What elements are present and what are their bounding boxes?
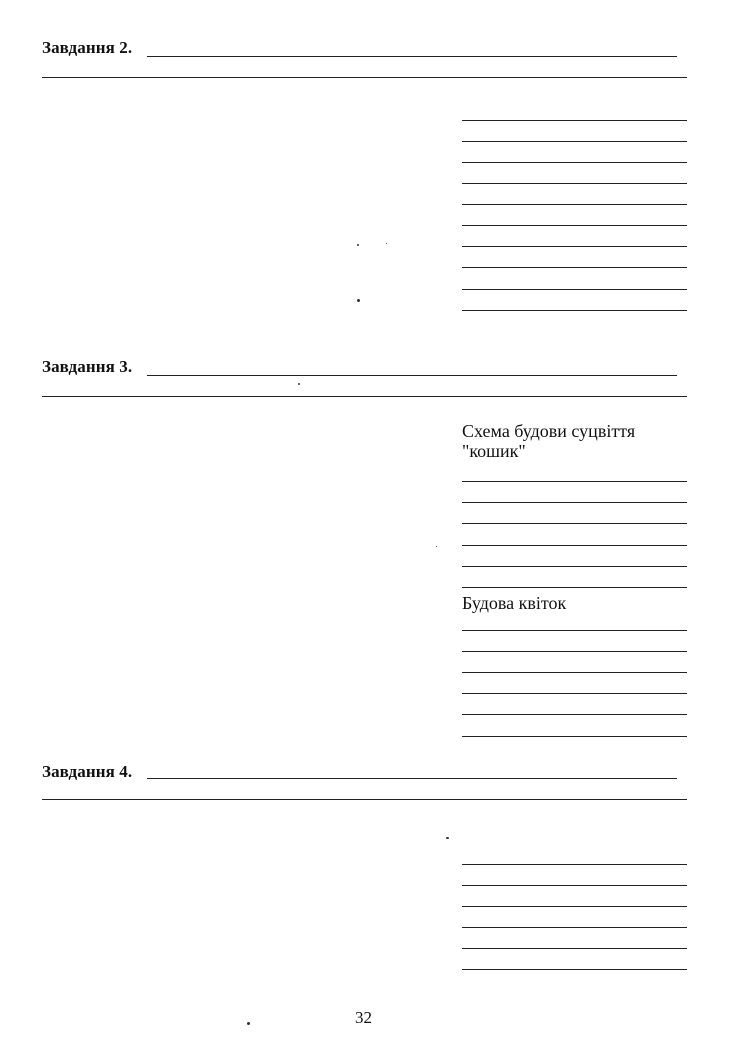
label-line[interactable] bbox=[462, 885, 687, 886]
scan-speck bbox=[247, 1022, 250, 1025]
scan-speck bbox=[436, 546, 437, 547]
label-line[interactable] bbox=[462, 545, 687, 546]
label-line[interactable] bbox=[462, 927, 687, 928]
scan-speck bbox=[357, 299, 360, 302]
scan-speck bbox=[446, 837, 449, 839]
inflorescence-diagram-label: Схема будови суцвіття "кошик" bbox=[462, 421, 636, 461]
task-3-answer-line[interactable] bbox=[147, 375, 677, 376]
scan-speck bbox=[386, 243, 387, 244]
task-3-heading: Завдання 3. bbox=[42, 357, 133, 376]
scan-speck bbox=[357, 244, 359, 246]
label-line[interactable] bbox=[462, 246, 687, 247]
label-line[interactable] bbox=[462, 906, 687, 907]
label-line[interactable] bbox=[462, 566, 687, 567]
label-line[interactable] bbox=[462, 630, 687, 631]
label-line[interactable] bbox=[462, 502, 687, 503]
label-line[interactable] bbox=[462, 289, 687, 290]
label-line[interactable] bbox=[462, 481, 687, 482]
task-2-answer-line[interactable] bbox=[42, 77, 687, 78]
label-line[interactable] bbox=[462, 225, 687, 226]
label-line[interactable] bbox=[462, 120, 687, 121]
label-line[interactable] bbox=[462, 969, 687, 970]
scan-speck bbox=[298, 383, 300, 385]
flowers-diagram-label: Будова квіток bbox=[462, 593, 567, 613]
page-number: 32 bbox=[355, 1008, 372, 1027]
label-line[interactable] bbox=[462, 864, 687, 865]
label-line[interactable] bbox=[462, 693, 687, 694]
task-4-answer-line[interactable] bbox=[42, 799, 687, 800]
label-line[interactable] bbox=[462, 587, 687, 588]
label-line[interactable] bbox=[462, 651, 687, 652]
task-2-answer-line[interactable] bbox=[147, 56, 677, 57]
label-line[interactable] bbox=[462, 183, 687, 184]
label-line[interactable] bbox=[462, 672, 687, 673]
label-line[interactable] bbox=[462, 948, 687, 949]
label-line[interactable] bbox=[462, 162, 687, 163]
label-line[interactable] bbox=[462, 736, 687, 737]
label-line[interactable] bbox=[462, 714, 687, 715]
task-3-answer-line[interactable] bbox=[42, 396, 687, 397]
task-4-heading: Завдання 4. bbox=[42, 762, 133, 781]
label-line[interactable] bbox=[462, 523, 687, 524]
label-line[interactable] bbox=[462, 141, 687, 142]
task-4-answer-line[interactable] bbox=[147, 778, 677, 779]
label-line[interactable] bbox=[462, 267, 687, 268]
label-line[interactable] bbox=[462, 204, 687, 205]
task-2-heading: Завдання 2. bbox=[42, 38, 133, 57]
label-line[interactable] bbox=[462, 310, 687, 311]
